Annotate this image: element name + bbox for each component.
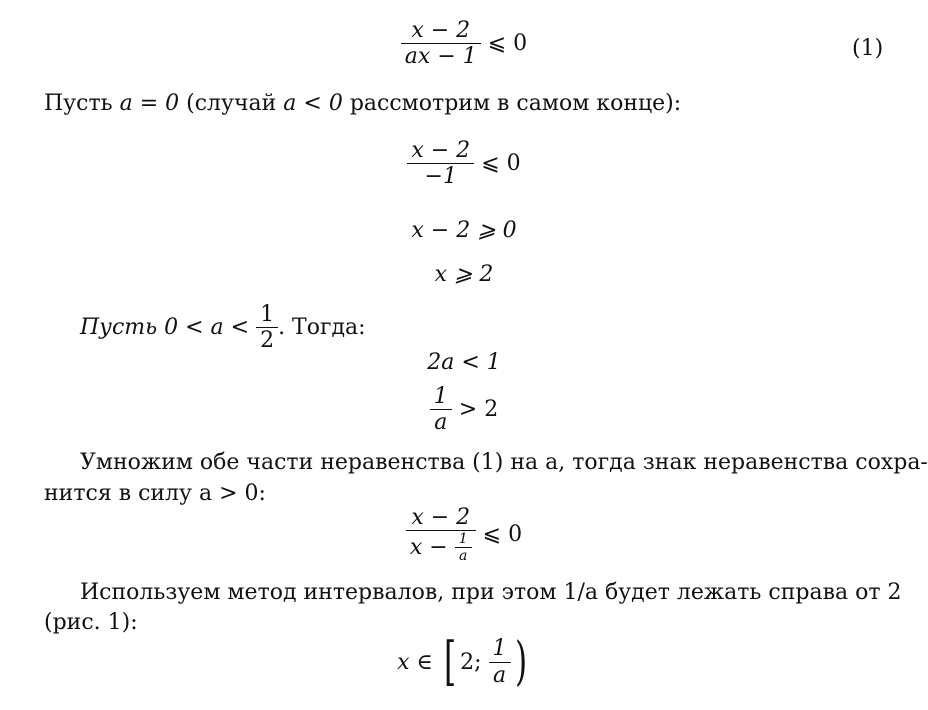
equation-4: x ⩾ 2 [434, 262, 494, 287]
paragraph-4-line-2: (рис. 1): [44, 610, 138, 635]
numerator: x − 2 [407, 138, 474, 164]
fraction [489, 636, 511, 688]
interval-start: 2; [460, 649, 482, 675]
numerator: 1 [430, 384, 452, 410]
denominator: 2 [260, 328, 275, 354]
right-paren: ) [514, 632, 527, 692]
equation-7 [0, 505, 928, 564]
math-inline: x ∈ [397, 649, 433, 675]
paragraph-4-line-1: Используем метод интервалов, при этом 1/a будет лежать справа от 2 [80, 580, 902, 605]
denominator: a [492, 662, 507, 688]
equation-5: 2a < 1 [427, 350, 501, 375]
math-inline: a = 0 [119, 91, 180, 116]
text: рассмотрим в самом конце): [342, 91, 682, 116]
fraction [406, 505, 476, 564]
paragraph-3-line-2: нится в силу a > 0: [44, 481, 266, 506]
fraction [407, 138, 474, 190]
denominator: a [434, 410, 448, 436]
equation-3: x − 2 ⩾ 0 [411, 218, 517, 243]
fraction [401, 18, 481, 70]
nested-fraction [455, 531, 472, 564]
relation: > 2 [458, 397, 499, 423]
text: . Тогда: [278, 314, 366, 340]
denominator: −1 [424, 164, 457, 190]
equation-number: (1) [852, 36, 884, 61]
denominator: a [459, 548, 468, 565]
equation-6 [0, 384, 928, 436]
text: Пусть [44, 91, 120, 116]
relation: ⩽ 0 [482, 522, 523, 548]
math-inline: Пусть 0 < a < [80, 314, 250, 340]
denominator-text: x − [409, 535, 448, 561]
equation-1 [0, 18, 928, 70]
fraction [256, 302, 278, 354]
relation: ⩽ 0 [481, 151, 521, 177]
numerator: 1 [455, 531, 472, 548]
math-inline: a < 0 [283, 91, 343, 116]
numerator: 1 [256, 302, 278, 328]
numerator: 1 [489, 636, 511, 662]
numerator: x − 2 [406, 505, 476, 531]
text: (случай [179, 91, 284, 116]
equation-8 [0, 632, 928, 692]
paragraph-3-line-1: Умножим обе части неравенства (1) на a, тогда знак неравенства сохра- [80, 450, 928, 475]
paragraph-2 [80, 302, 366, 354]
denominator [406, 531, 476, 564]
paragraph-1 [44, 93, 681, 115]
numerator: x − 2 [401, 18, 481, 44]
fraction [430, 384, 452, 436]
equation-2 [0, 138, 928, 190]
left-bracket: [ [443, 632, 457, 692]
denominator: ax − 1 [404, 44, 477, 70]
relation: ⩽ 0 [487, 31, 528, 57]
